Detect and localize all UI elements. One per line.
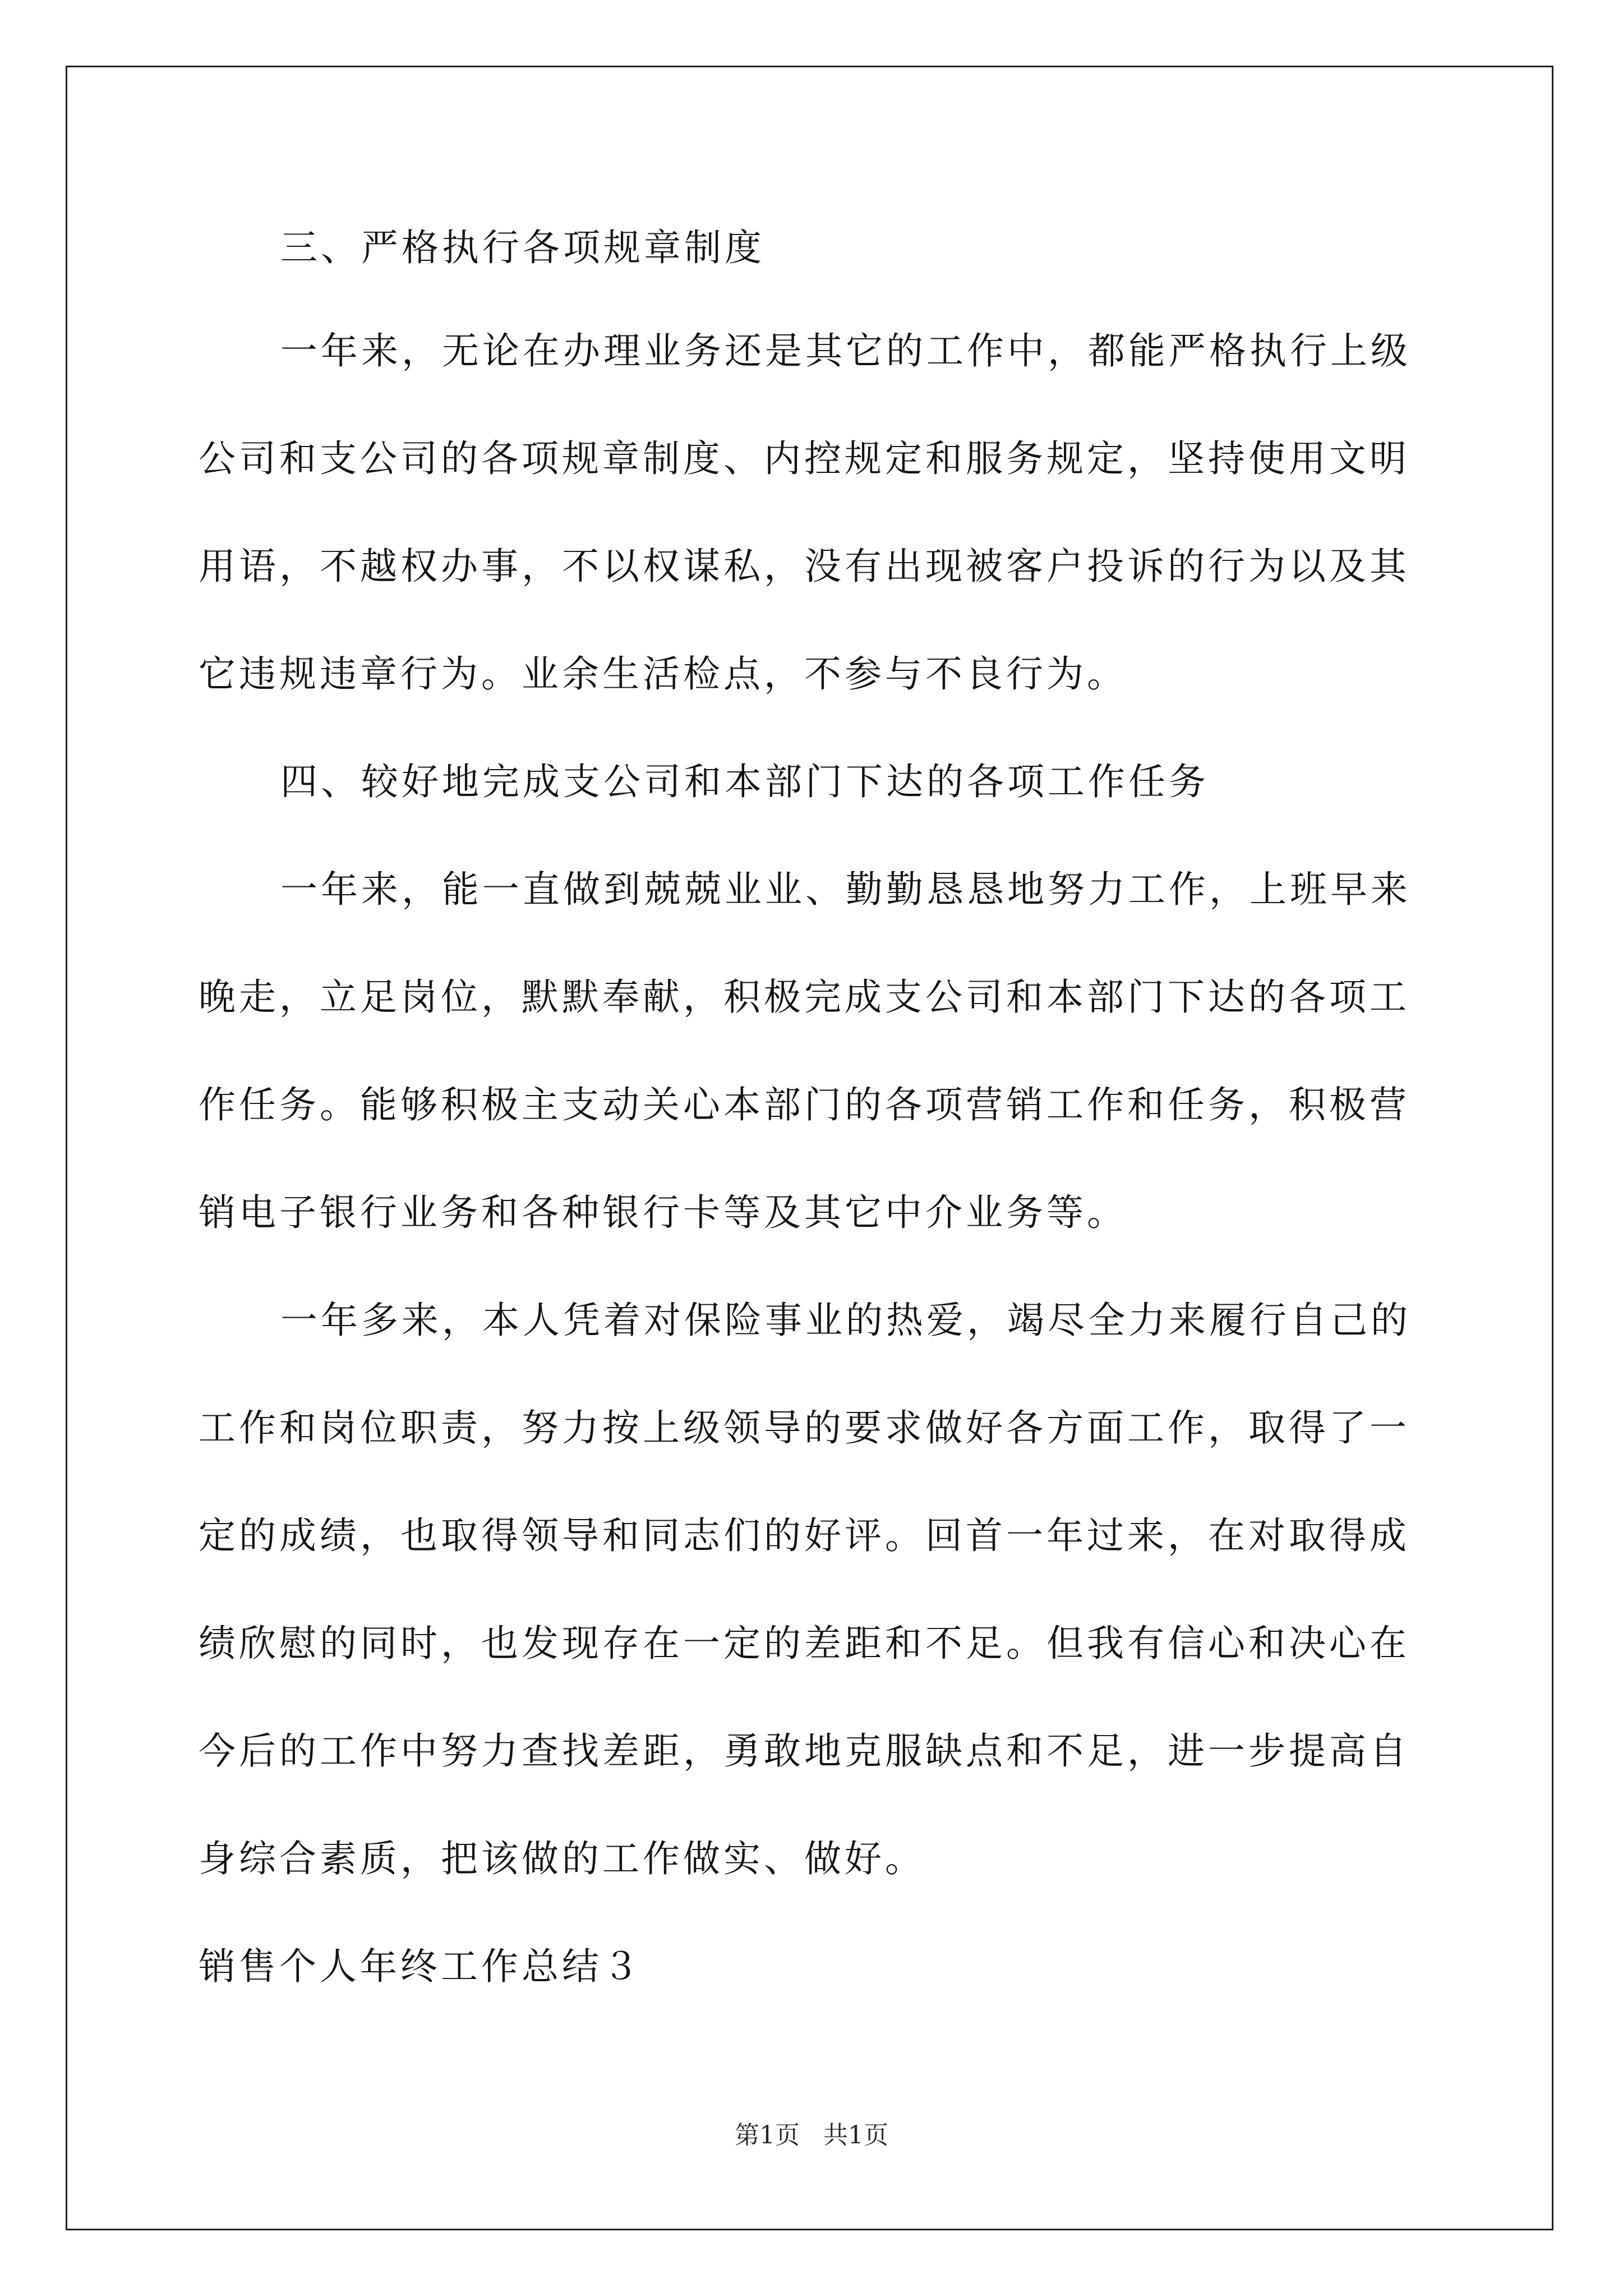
page-footer — [0, 2115, 1623, 2151]
page-border — [66, 66, 1553, 2230]
para-3-line-4: 它违规违章行为。业余生活检点，不参与不良行为。 — [199, 652, 1127, 696]
para-3-line-1: 一年来，无论在办理业务还是其它的工作中，都能严格执行上级 — [280, 329, 1411, 372]
heading-3: 三、严格执行各项规章制度 — [280, 226, 765, 269]
para-4-line-2: 晚走，立足岗位，默默奉献，积极完成支公司和本部门下达的各项工 — [199, 976, 1410, 1019]
para-4-line-3: 作任务。能够积极主支动关心本部门的各项营销工作和任务，积极营 — [199, 1083, 1410, 1126]
para-4-line-4: 销电子银行业务和各种银行卡等及其它中介业务等。 — [199, 1191, 1127, 1234]
para-5-line-4: 绩欣慰的同时，也发现存在一定的差距和不足。但我有信心和决心在 — [199, 1622, 1410, 1665]
para-4-line-1: 一年来，能一直做到兢兢业业、勤勤恳恳地努力工作，上班早来 — [280, 868, 1411, 911]
para-3-line-2: 公司和支公司的各项规章制度、内控规定和服务规定，坚持使用文明 — [199, 437, 1410, 480]
section-title: 销售个人年终工作总结３ — [199, 1945, 643, 1988]
para-5-line-2: 工作和岗位职责，努力按上级领导的要求做好各方面工作，取得了一 — [199, 1406, 1410, 1450]
page-number-total: 共1页 — [823, 2121, 888, 2150]
para-5-line-6: 身综合素质，把该做的工作做实、做好。 — [199, 1837, 925, 1880]
para-5-line-1: 一年多来，本人凭着对保险事业的热爱，竭尽全力来履行自己的 — [280, 1299, 1411, 1342]
page-number-current: 第1页 — [735, 2121, 800, 2150]
para-3-line-3: 用语，不越权办事，不以权谋私，没有出现被客户投诉的行为以及其 — [199, 545, 1410, 588]
para-5-line-5: 今后的工作中努力查找差距，勇敢地克服缺点和不足，进一步提高自 — [199, 1729, 1410, 1773]
para-5-line-3: 定的成绩，也取得领导和同志们的好评。回首一年过来，在对取得成 — [199, 1514, 1410, 1557]
heading-4: 四、较好地完成支公司和本部门下达的各项工作任务 — [280, 760, 1209, 803]
